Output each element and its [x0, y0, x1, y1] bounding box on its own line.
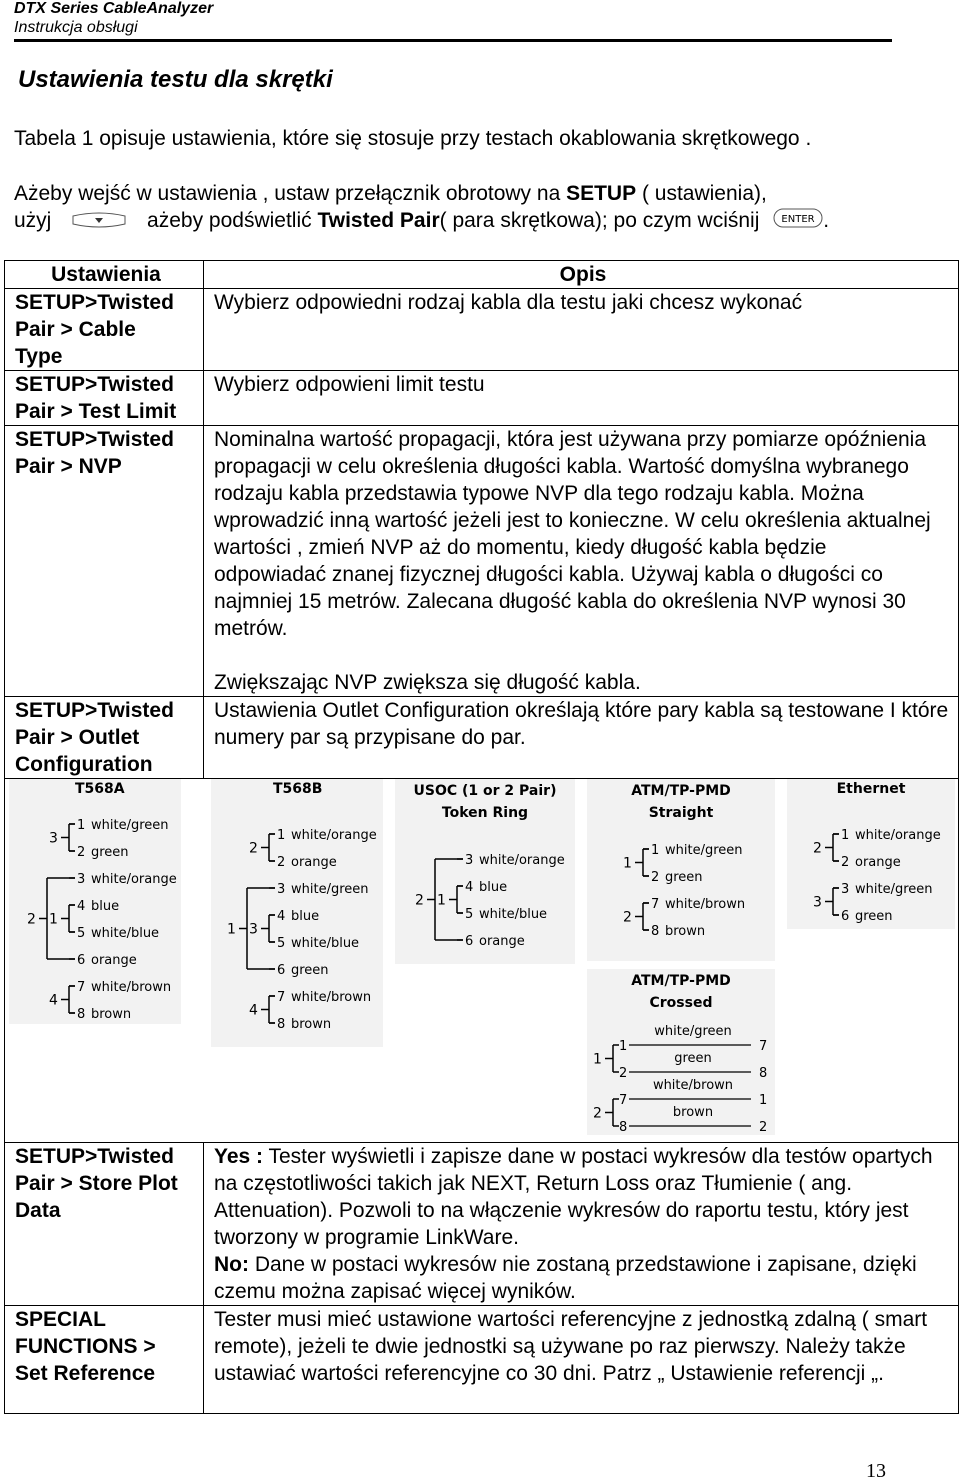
pin-label: white/brown: [291, 990, 372, 1005]
pin-number: 7: [651, 897, 660, 912]
atm-crossed-title-2: Crossed: [649, 995, 713, 1011]
t568a-diagram: [9, 779, 181, 1024]
desc-test-limit: Wybierz odpowieni limit testu: [204, 371, 959, 426]
desc-nvp: Nominalna wartość propagacji, która jest używana przy pomiarze opóźnienia propagacji w celu określenia długości kabla. Wartość domyślna wybranego rodzaju kabla przedstawia typowe NVP dla tego rodzaju kabla. Można wprowadzić inną wartość jeżeli jest to konieczne. W celu określenia aktualnej wartości , zmień NVP aż do momentu, kiedy długość kabla będzie odpowiadać znanej fizycznej długości kabla. Używaj kabla o długości co najmniej 15 metrów. Zalecana długość kabla do określenia NVP wynosi 30 metrów. Zwiększając NVP zwiększa się długość kabla.: [204, 426, 959, 697]
pair-number: 2: [813, 840, 822, 857]
pin-number: 8: [77, 1007, 86, 1022]
pin-label: white/green: [855, 882, 933, 897]
pair-number: 1: [593, 1051, 602, 1068]
pin-number: 4: [277, 909, 286, 924]
enter-key-icon: [773, 208, 823, 235]
pin-number: 5: [77, 926, 86, 941]
pin-label: brown: [665, 924, 706, 939]
col-header-settings: Ustawienia: [5, 261, 204, 289]
pair-number: 4: [249, 1002, 258, 1019]
pin-number: 2: [77, 845, 86, 860]
pin-number: 3: [277, 882, 286, 897]
desc-outlet-configuration: Ustawienia Outlet Configuration określają które pary kabla są testowane I które numery par są przypisane do par.: [204, 697, 959, 779]
pin-number: 4: [465, 880, 474, 895]
atm-crossed-title-1: ATM/TP-PMD: [631, 973, 731, 989]
pin-number: 3: [841, 882, 850, 897]
pin-label: white/orange: [291, 828, 377, 843]
table-row: [5, 426, 959, 697]
pin-label: orange: [291, 855, 337, 870]
page-title: Ustawienia testu dla skrętki: [18, 66, 333, 93]
pin-number: 6: [77, 953, 86, 968]
pin-number: 6: [277, 963, 286, 978]
crossed-wire-label: white/green: [654, 1024, 732, 1039]
setting-store-plot-data: SETUP>Twisted Pair > Store Plot Data: [5, 1143, 204, 1306]
pin-label: white/green: [91, 818, 169, 833]
pin-label: white/blue: [479, 907, 548, 922]
usoc-diagram: [395, 779, 575, 964]
atm-straight-title-2: Straight: [648, 805, 714, 821]
crossed-right-pin: 1: [759, 1093, 768, 1108]
pin-number: 2: [277, 855, 286, 870]
pin-number: 5: [277, 936, 286, 951]
pair-number: 4: [49, 992, 58, 1009]
table-row: [5, 1143, 959, 1306]
pin-label: white/green: [665, 843, 743, 858]
crossed-left-pin: 2: [619, 1066, 628, 1081]
crossed-right-pin: 7: [759, 1039, 768, 1054]
pin-label: white/orange: [91, 872, 177, 887]
pin-label: blue: [479, 880, 508, 895]
ethernet-diagram: [787, 779, 955, 929]
pin-label: white/blue: [91, 926, 160, 941]
pair-number: 1: [437, 892, 446, 909]
crossed-wire-label: brown: [672, 1105, 714, 1120]
pin-label: white/orange: [479, 853, 565, 868]
pin-label: orange: [91, 953, 137, 968]
atm-straight-diagram: [587, 779, 775, 961]
pair-number: 3: [249, 921, 258, 938]
intro-paragraph: Tabela 1 opisuje ustawienia, które się stosuje przy testach okablowania skrętkowego .: [14, 127, 812, 150]
pin-number: 7: [77, 980, 86, 995]
pin-number: 3: [465, 853, 474, 868]
pin-number: 2: [841, 855, 850, 870]
crossed-right-pin: 2: [759, 1120, 768, 1135]
pair-number: 3: [813, 894, 822, 911]
crossed-right-pin: 8: [759, 1066, 768, 1081]
pair-number: 3: [49, 830, 58, 847]
crossed-left-pin: 7: [619, 1093, 628, 1108]
pin-number: 1: [77, 818, 86, 833]
wiring-diagrams-svg: [5, 779, 958, 1135]
setting-cable-type: SETUP>Twisted Pair > Cable Type: [5, 289, 204, 371]
table-header-row: [5, 261, 959, 289]
table-row: [5, 697, 959, 779]
instruction-line-2: użyj ażeby podświetlić Twisted Pair( para skrętkowa); po czym wciśnij ENTER .: [14, 207, 829, 235]
col-header-description: Opis: [204, 261, 959, 289]
pair-number: 2: [623, 909, 632, 926]
instruction-line-1: Ażeby wejść w ustawienia , ustaw przełącznik obrotowy na SETUP ( ustawienia),: [14, 182, 767, 205]
pin-number: 5: [465, 907, 474, 922]
crossed-left-pin: 1: [619, 1039, 628, 1054]
crossed-wire-label: green: [674, 1051, 712, 1066]
pin-label: green: [291, 963, 329, 978]
desc-cable-type: Wybierz odpowiedni rodzaj kabla dla testu jaki chcesz wykonać: [204, 289, 959, 371]
pin-label: orange: [855, 855, 901, 870]
pin-number: 1: [277, 828, 286, 843]
page-number: 13: [866, 1460, 886, 1482]
pair-number: 1: [227, 921, 236, 938]
pin-label: white/green: [291, 882, 369, 897]
pair-number: 1: [49, 911, 58, 928]
atm-straight-title-1: ATM/TP-PMD: [631, 783, 731, 799]
pin-number: 1: [841, 828, 850, 843]
pin-number: 8: [277, 1017, 286, 1032]
setting-set-reference: SPECIAL FUNCTIONS > Set Reference: [5, 1306, 204, 1414]
atm-crossed-diagram: [587, 969, 775, 1135]
t568b-title: T568B: [273, 781, 323, 797]
svg-text:ENTER: ENTER: [781, 213, 815, 225]
pin-label: brown: [291, 1017, 332, 1032]
setting-test-limit: SETUP>Twisted Pair > Test Limit: [5, 371, 204, 426]
t568a-title: T568A: [75, 781, 125, 797]
table-row: [5, 289, 959, 371]
pin-label: white/blue: [291, 936, 360, 951]
usoc-title-1: USOC (1 or 2 Pair): [413, 783, 557, 799]
pair-number: 2: [249, 840, 258, 857]
settings-table: [4, 260, 959, 1414]
pin-label: blue: [291, 909, 320, 924]
pin-label: blue: [91, 899, 120, 914]
header-subtitle: Instrukcja obsługi: [14, 19, 138, 36]
desc-store-plot-data: Yes : Tester wyświetli i zapisze dane w postaci wykresów dla testów opartych na częstotliwości takich jak NEXT, Return Loss oraz Tłumienie ( ang. Attenuation). Pozwoli to na włączenie wykresów do raportu testu, który jest tworzony w programie LinkWare. No: Dane w postaci wykresów nie zostaną przedstawione i zapisane, dzięki czemu można zapisać więcej wyników.: [204, 1143, 959, 1306]
crossed-wire-label: white/brown: [652, 1078, 734, 1093]
table-row: [5, 779, 959, 1143]
pair-number: 1: [623, 855, 632, 872]
pair-number: 2: [593, 1105, 602, 1122]
pin-number: 1: [651, 843, 660, 858]
crossed-left-pin: 8: [619, 1120, 628, 1135]
pin-label: green: [855, 909, 893, 924]
pin-label: orange: [479, 934, 525, 949]
pin-number: 7: [277, 990, 286, 1005]
pin-label: white/orange: [855, 828, 941, 843]
setting-outlet-configuration: SETUP>Twisted Pair > Outlet Configuration: [5, 697, 204, 779]
pin-label: white/brown: [91, 980, 172, 995]
pin-number: 2: [651, 870, 660, 885]
table-row: [5, 1306, 959, 1414]
pin-label: green: [665, 870, 703, 885]
pin-number: 6: [465, 934, 474, 949]
pin-number: 8: [651, 924, 660, 939]
pin-number: 4: [77, 899, 86, 914]
usoc-title-2: Token Ring: [441, 805, 529, 821]
pin-number: 6: [841, 909, 850, 924]
pair-number: 2: [27, 911, 36, 928]
ethernet-title: Ethernet: [836, 781, 906, 797]
pair-number: 2: [415, 892, 424, 909]
setting-nvp: SETUP>Twisted Pair > NVP: [5, 426, 204, 697]
header-product: DTX Series CableAnalyzer: [14, 0, 214, 17]
header-rule: [14, 39, 892, 42]
wiring-diagrams: [5, 779, 959, 1143]
desc-set-reference: Tester musi mieć ustawione wartości referencyjne z jednostką zdalną ( smart remote), jeżeli te dwie jednostki są używane po raz pierwszy. Należy także ustawiać wartości referencyjne co 30 dni. Patrz „ Ustawienie referencji „.: [204, 1306, 959, 1414]
pin-label: brown: [91, 1007, 132, 1022]
table-row: [5, 371, 959, 426]
t568b-diagram: [211, 779, 383, 1047]
pin-number: 3: [77, 872, 86, 887]
arrow-down-key-icon: [71, 208, 127, 235]
pin-label: white/brown: [665, 897, 746, 912]
pin-label: green: [91, 845, 129, 860]
